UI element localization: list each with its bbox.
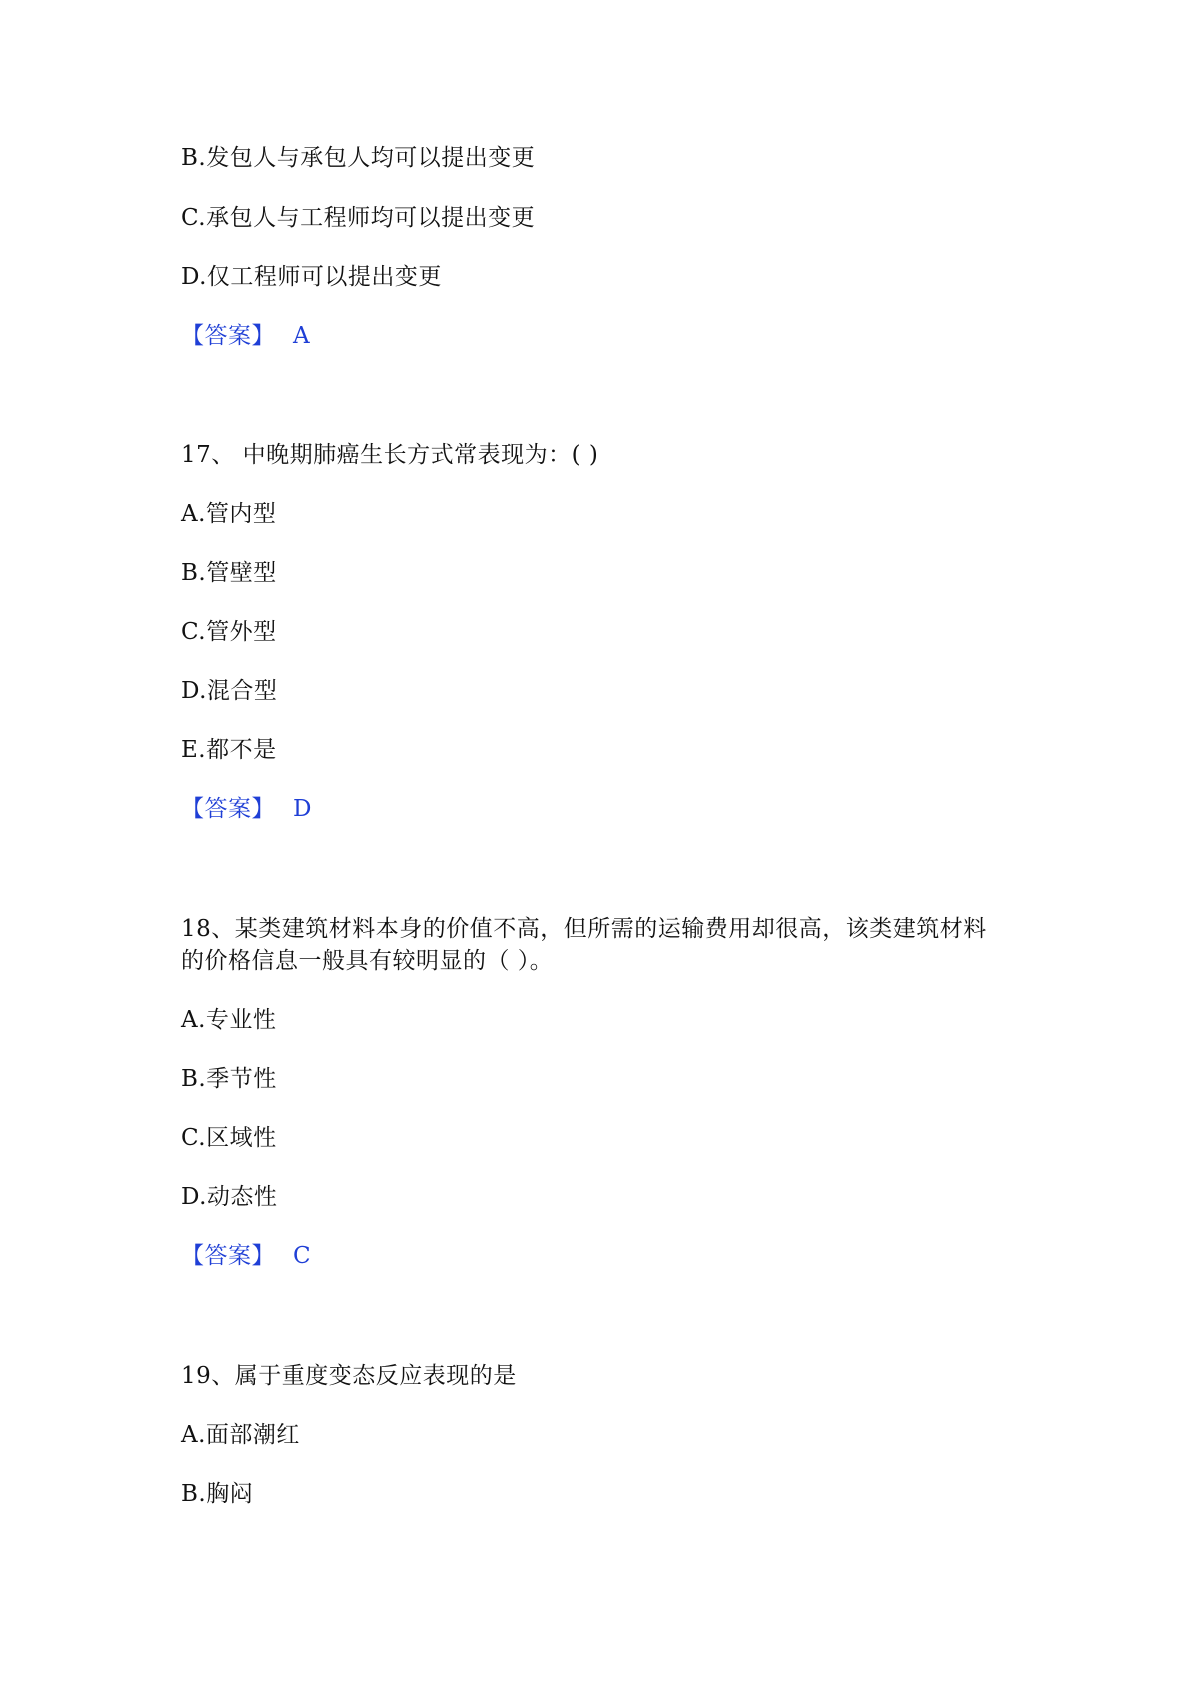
answer-value: A [293,323,311,349]
option-b: B.胸闷 [181,1481,254,1507]
answer-line [181,794,312,824]
option-c: C.区域性 [181,1125,277,1151]
option-a: A.面部潮红 [181,1422,300,1448]
option-d: D.动态性 [181,1184,278,1210]
option-d: D.混合型 [181,678,278,704]
option-c: C.承包人与工程师均可以提出变更 [181,205,536,231]
option-e: E.都不是 [181,737,277,763]
answer-label: 【答案】 [181,323,275,349]
answer-label: 【答案】 [181,796,275,822]
question-19-stem: 19、属于重度变态反应表现的是 [181,1363,517,1389]
option-b: B.发包人与承包人均可以提出变更 [181,145,536,171]
option-a: A.管内型 [181,501,277,527]
answer-value: D [293,796,312,822]
question-18-stem-line1: 18、某类建筑材料本身的价值不高，但所需的运输费用却很高，该类建筑材料 [181,916,987,942]
answer-line [181,321,310,351]
question-17-stem: 17、 中晚期肺癌生长方式常表现为：( ) [181,442,599,468]
answer-line [181,1241,311,1271]
option-a: A.专业性 [181,1007,277,1033]
option-b: B.季节性 [181,1066,277,1092]
option-b: B.管壁型 [181,560,277,586]
option-c: C.管外型 [181,619,277,645]
answer-label: 【答案】 [181,1243,275,1269]
answer-value: C [293,1243,312,1269]
question-18-stem-line2: 的价格信息一般具有较明显的（ ）。 [181,948,554,974]
option-d: D.仅工程师可以提出变更 [181,264,442,290]
